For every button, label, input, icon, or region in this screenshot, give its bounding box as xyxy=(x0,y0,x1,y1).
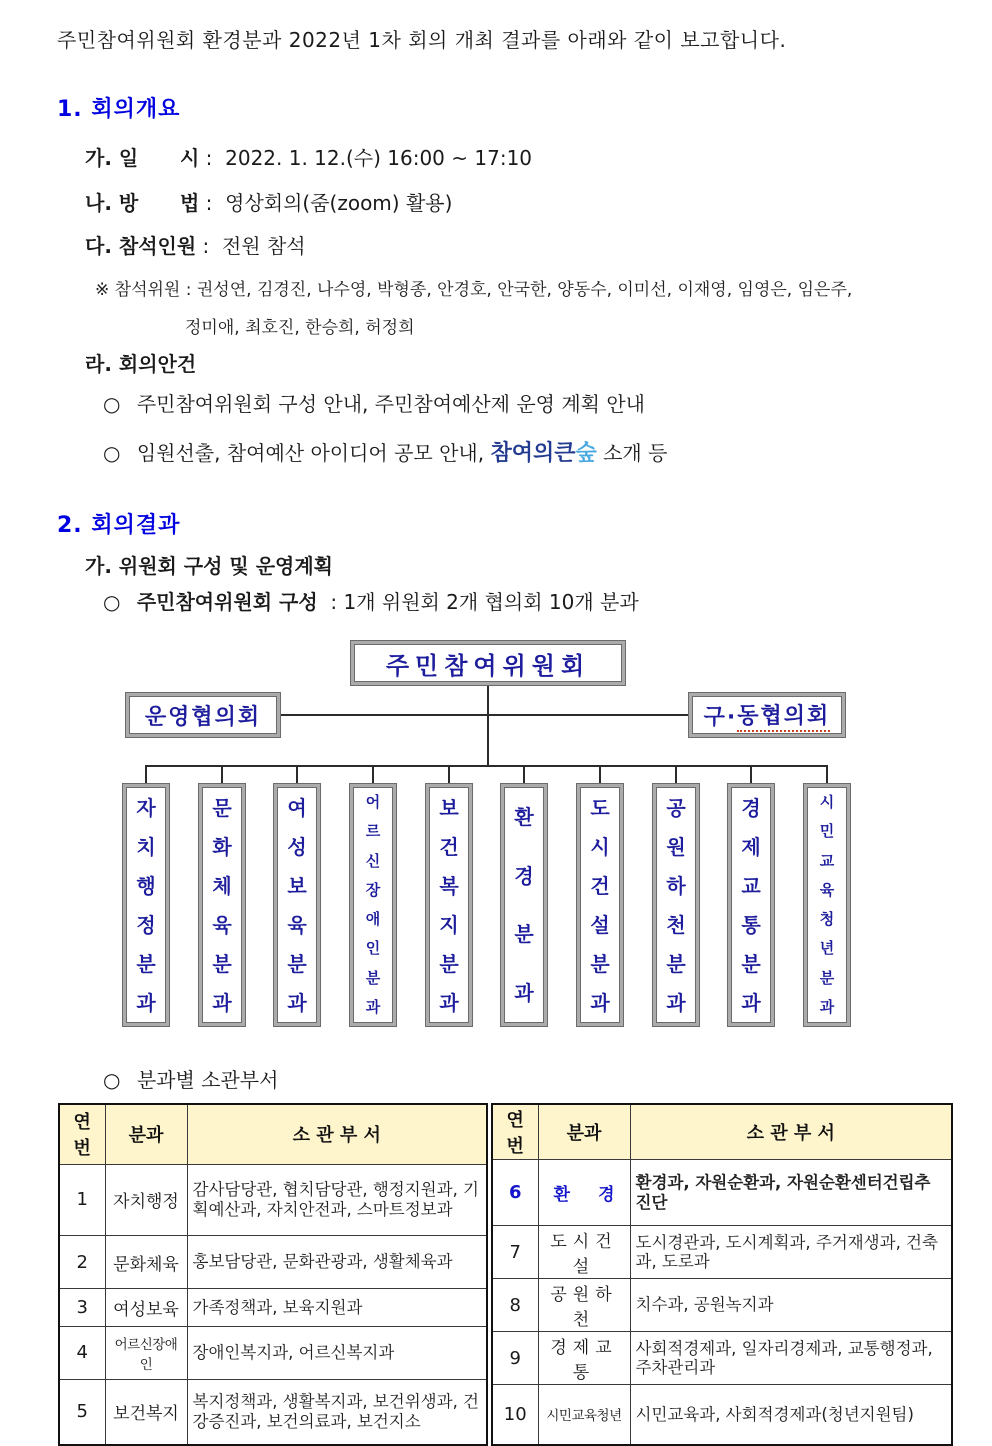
org-root-box xyxy=(350,640,626,686)
row-branch: 환 경 xyxy=(538,1160,630,1226)
col-header-depts: 소 관 부 서 xyxy=(630,1104,952,1160)
datetime-label: 가. 일 시 xyxy=(85,146,200,170)
bullet-icon: ○ xyxy=(103,441,121,465)
row-depts: 복지정책과, 생활복지과, 보건위생과, 건강증진과, 보건의료과, 보건지소 xyxy=(187,1380,487,1445)
attendees-note-line2: 정미애, 최호진, 한승희, 허정희 xyxy=(185,318,415,338)
row-depts: 가족정책과, 보육지원과 xyxy=(187,1289,487,1327)
row-branch: 시민교육청년 xyxy=(538,1385,630,1445)
table-row xyxy=(59,1164,487,1235)
row-branch: 도시건설 xyxy=(538,1226,630,1279)
col-header-branch: 분과 xyxy=(538,1104,630,1160)
spellcheck-underline: 동협의회 xyxy=(737,699,830,732)
agenda-label: 라. 회의안건 xyxy=(85,352,197,376)
org-root-label: 주민참여위원회 xyxy=(354,644,622,682)
row-branch: 보건복지 xyxy=(105,1380,187,1445)
bullet-icon: ○ xyxy=(103,1068,121,1092)
row-depts: 홍보담당관, 문화관광과, 생활체육과 xyxy=(187,1236,487,1289)
forest-logo-light: 숲 xyxy=(575,441,597,466)
branch-stub-4 xyxy=(372,765,374,783)
attendance-line xyxy=(85,230,306,259)
row-depts: 환경과, 자원순환과, 자원순환센터건립추진단 xyxy=(630,1160,952,1226)
org-right-council-box xyxy=(688,692,846,738)
agenda-item-2 xyxy=(103,436,667,467)
table-row xyxy=(59,1289,487,1327)
datetime-value: : 2022. 1. 12.(수) 16:00 ~ 17:10 xyxy=(205,146,533,170)
table-row xyxy=(59,1380,487,1445)
row-no: 4 xyxy=(59,1326,105,1379)
row-branch: 문화체육 xyxy=(105,1236,187,1289)
row-no: 7 xyxy=(492,1226,538,1279)
council-horizontal-line xyxy=(281,714,688,716)
branch-box-10 xyxy=(803,783,851,1027)
org-left-council-box xyxy=(125,692,281,738)
intro-text: 주민참여위원회 환경분과 2022년 1차 회의 개최 결과를 아래와 같이 보고합니다. xyxy=(57,28,787,52)
org-chart xyxy=(0,632,992,1032)
branch-stub-7 xyxy=(599,765,601,783)
branch-stub-2 xyxy=(221,765,223,783)
forest-logo-dark: 참여의큰 xyxy=(490,441,576,466)
table-subtitle-text: 분과별 소관부서 xyxy=(136,1068,279,1092)
row-depts: 시민교육과, 사회적경제과(청년지원팀) xyxy=(630,1385,952,1445)
bullet-icon: ○ xyxy=(103,590,121,614)
agenda-item-2-suffix: 소개 등 xyxy=(596,441,668,465)
root-vertical-line xyxy=(487,686,489,766)
branch-stub-5 xyxy=(448,765,450,783)
row-depts: 장애인복지과, 어르신복지과 xyxy=(187,1326,487,1379)
row-no: 10 xyxy=(492,1385,538,1445)
section2-title: 2. 회의결과 xyxy=(57,513,181,538)
branch-distribution-line xyxy=(146,765,828,767)
attendance-label: 다. 참석인원 xyxy=(85,234,197,258)
section2-sub1: 가. 위원회 구성 및 운영계획 xyxy=(85,554,333,578)
row-no: 2 xyxy=(59,1236,105,1289)
branch-label-9: 경 제 교 통 분 과 xyxy=(741,795,761,1015)
row-no: 1 xyxy=(59,1164,105,1235)
composition-rest: : 1개 위원회 2개 협의회 10개 분과 xyxy=(317,590,639,614)
branch-label-2: 문 화 체 육 분 과 xyxy=(212,795,232,1015)
row-branch: 공원하천 xyxy=(538,1279,630,1332)
row-branch: 어르신장애인 xyxy=(105,1326,187,1379)
branch-stub-10 xyxy=(826,765,828,783)
row-no: 3 xyxy=(59,1289,105,1327)
table-row xyxy=(492,1226,952,1279)
row-depts: 치수과, 공원녹지과 xyxy=(630,1279,952,1332)
agenda-item-1-text: 주민참여위원회 구성 안내, 주민참여예산제 운영 계획 안내 xyxy=(136,392,645,416)
row-no: 6 xyxy=(492,1160,538,1226)
branch-label-1: 자 치 행 정 분 과 xyxy=(136,795,156,1015)
branch-box-9 xyxy=(727,783,775,1027)
section1-title: 1. 회의개요 xyxy=(57,97,181,122)
attendance-value: : 전원 참석 xyxy=(202,234,306,258)
method-value: : 영상회의(줌(zoom) 활용) xyxy=(205,191,453,215)
row-no: 5 xyxy=(59,1380,105,1445)
meeting-datetime-line xyxy=(85,142,532,171)
branch-stub-1 xyxy=(145,765,147,783)
table-row xyxy=(492,1385,952,1445)
table-row xyxy=(59,1326,487,1379)
row-branch: 여성보육 xyxy=(105,1289,187,1327)
table-row-highlighted xyxy=(492,1160,952,1226)
agenda-label-line xyxy=(85,348,196,377)
row-depts: 도시경관과, 도시계획과, 주거재생과, 건축과, 도로과 xyxy=(630,1226,952,1279)
branch-stub-8 xyxy=(675,765,677,783)
row-no: 9 xyxy=(492,1332,538,1385)
branch-box-5 xyxy=(425,783,473,1027)
composition-line xyxy=(103,586,639,615)
row-depts: 감사담당관, 협치담당관, 행정지원과, 기획예산과, 자치안전과, 스마트정보과 xyxy=(187,1164,487,1235)
branch-box-6 xyxy=(500,783,548,1027)
org-right-council-label: 구· 동협의회 xyxy=(692,696,842,734)
bullet-icon: ○ xyxy=(103,392,121,416)
row-branch: 자치행정 xyxy=(105,1164,187,1235)
agenda-item-1 xyxy=(103,388,645,417)
departments-table xyxy=(58,1103,953,1446)
branch-stub-9 xyxy=(750,765,752,783)
col-header-branch: 분과 xyxy=(105,1104,187,1164)
branch-box-2 xyxy=(198,783,246,1027)
col-header-depts: 소 관 부 서 xyxy=(187,1104,487,1164)
table-row xyxy=(492,1279,952,1332)
branch-label-4: 어 르 신 장 애 인 분 과 xyxy=(365,793,381,1016)
table-row xyxy=(492,1332,952,1385)
table-subtitle xyxy=(103,1064,278,1093)
branch-label-3: 여 성 보 육 분 과 xyxy=(287,795,307,1015)
composition-bold: 주민참여위원회 구성 xyxy=(136,590,318,614)
departments-table-left xyxy=(58,1103,488,1446)
row-no: 8 xyxy=(492,1279,538,1332)
branch-box-8 xyxy=(652,783,700,1027)
row-depts: 사회적경제과, 일자리경제과, 교통행정과, 주차관리과 xyxy=(630,1332,952,1385)
branch-label-8: 공 원 하 천 분 과 xyxy=(666,795,686,1015)
departments-table-right xyxy=(491,1103,953,1446)
branch-label-7: 도 시 건 설 분 과 xyxy=(590,795,610,1015)
branch-stub-3 xyxy=(296,765,298,783)
branch-label-6: 환 경 분 과 xyxy=(514,805,534,1005)
branch-box-7 xyxy=(576,783,624,1027)
col-header-no: 연번 xyxy=(59,1104,105,1164)
branch-box-3 xyxy=(273,783,321,1027)
attendees-note-line1: ※ 참석위원 : 권성연, 김경진, 나수영, 박형종, 안경호, 안국한, 양동수, 이미선, 이재영, 임영은, 임은주, xyxy=(95,280,853,300)
row-branch: 경제교통 xyxy=(538,1332,630,1385)
table-row xyxy=(59,1236,487,1289)
branch-label-10: 시 민 교 육 청 년 분 과 xyxy=(819,793,835,1016)
agenda-item-2-text: 임원선출, 참여예산 아이디어 공모 안내, xyxy=(136,441,491,465)
branch-stub-6 xyxy=(523,765,525,783)
branch-box-1 xyxy=(122,783,170,1027)
branch-box-4 xyxy=(349,783,397,1027)
branch-label-5: 보 건 복 지 분 과 xyxy=(439,795,459,1015)
org-left-council-label: 운영협의회 xyxy=(129,696,277,734)
meeting-method-line xyxy=(85,187,452,216)
method-label: 나. 방 법 xyxy=(85,191,200,215)
col-header-no: 연번 xyxy=(492,1104,538,1160)
